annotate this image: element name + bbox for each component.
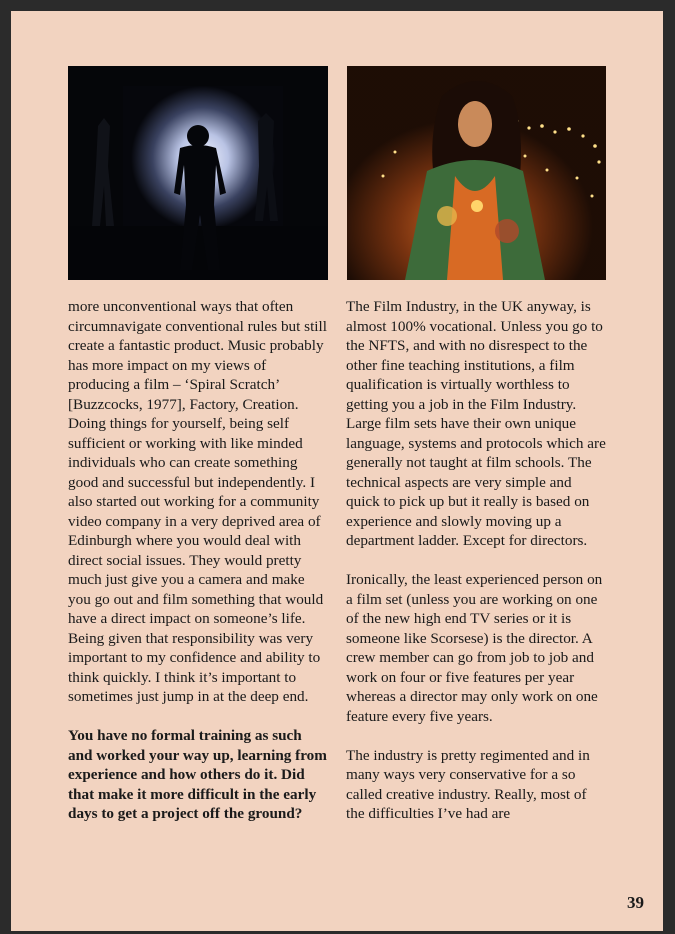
right-paragraph-3: The industry is pretty regimented and in many ways very conservative for a so called creative industry. Really, most of the difficulties I’ve had are — [346, 746, 590, 822]
right-paragraph-2: Ironically, the least experienced person on a film set (unless you are working on one of the new high end TV series or it is someone like Scorsese) is the director. A crew member can go from job to job and work on four or five features per year whereas a director may only work on one feature every five years. — [346, 571, 603, 725]
left-paragraph: more unconventional ways that often circumnavigate conventional rules but still create a fantastic product. Music probably has more impact on my views of producing a film – ‘Spiral Scratch’ [Buzzcocks, 1977], Factory, Creation. Doing things for yourself, being self sufficient or working with like minded individuals who can create something good and successful but independently. I also started out working for a community video company in a very deprived area of Edinburgh where you would deal with direct social issues. They would pretty much just give you a camera and make you go out and film something that would have a direct impact on someone’s life. Being given that responsibility was very important to my confidence and ability to think quickly. I think it’s important to sometimes just jump in at the deep end. — [68, 298, 327, 705]
silhouette-photo — [68, 66, 328, 280]
right-text-column — [346, 297, 608, 843]
interview-question: You have no formal training as such and worked your way up, learning from experience and how others do it. Did that make it more difficult in the early days to get a project off the ground? — [68, 727, 327, 822]
left-text-column — [68, 297, 330, 843]
right-paragraph-1: The Film Industry, in the UK anyway, is almost 100% vocational. Unless you go to the NFTS, and with no disrespect to the other fine teaching institutions, a film qualification is virtually worthless to getting you a job in the Film Industry. Large film sets have their own unique language, systems and protocols which are generally not taught at film schools. The technical aspects are very simple and quick to pick up but it really is based on experience and slowly moving up a department ladder. Except for directors. — [346, 298, 606, 549]
kimono-woman-photo — [347, 66, 606, 280]
page-number: 39 — [627, 893, 644, 912]
magazine-page — [11, 11, 663, 931]
